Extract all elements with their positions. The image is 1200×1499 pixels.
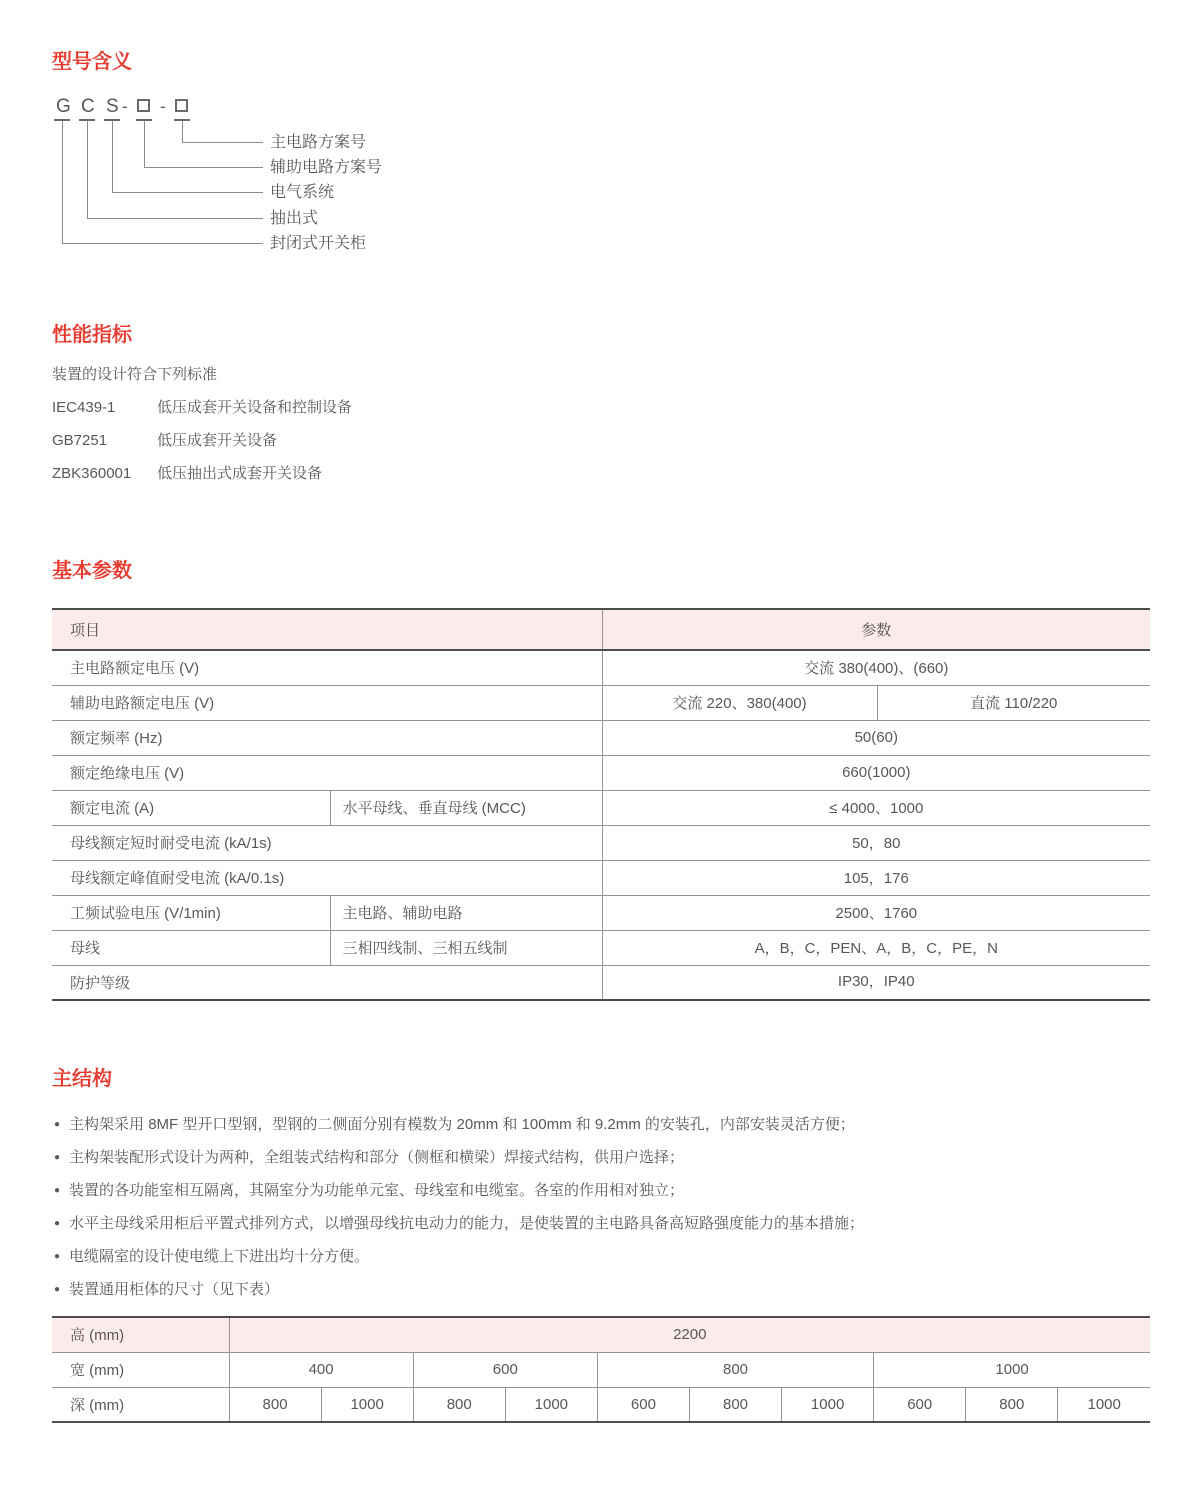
list-item <box>54 1280 1200 1300</box>
param-label: 主电路额定电压 (V) <box>52 650 602 685</box>
bullet-text: 装置通用柜体的尺寸（见下表） <box>69 1281 280 1298</box>
param-value: 交流 380(400)、(660) <box>602 650 1150 685</box>
bullet-dot-icon: ● <box>54 1119 61 1130</box>
table-row <box>52 790 1150 825</box>
standard-row <box>52 464 1200 484</box>
dim-value-depth: 800 <box>413 1387 505 1422</box>
dim-value-width: 800 <box>597 1352 873 1387</box>
param-label: 母线 <box>52 930 330 965</box>
bullet-text: 装置的各功能室相互隔离，其隔室分为功能单元室、母线室和电缆室。各室的作用相对独立； <box>69 1182 685 1199</box>
code-dash-2: - <box>160 97 166 116</box>
list-item <box>54 1148 1200 1168</box>
standard-desc: 低压成套开关设备和控制设备 <box>157 399 353 416</box>
params-header-row <box>52 609 1150 650</box>
standards-intro: 装置的设计符合下列标准 <box>52 366 218 383</box>
param-label: 防护等级 <box>52 965 602 1000</box>
standard-code: IEC439-1 <box>52 399 116 416</box>
height-row <box>52 1317 1150 1352</box>
section-heading-main-structure: 主结构 <box>52 1068 112 1090</box>
table-row <box>52 720 1150 755</box>
model-code-diagram <box>52 94 752 259</box>
bullet-text: 水平主母线采用柜后平置式排列方式，以增强母线抗电动力的能力，是使装置的主电路具备高短路强度能力的基本措施； <box>69 1215 865 1232</box>
standard-code: ZBK360001 <box>52 465 132 482</box>
param-label: 辅助电路额定电压 (V) <box>52 685 602 720</box>
dim-value-height: 2200 <box>229 1317 1150 1352</box>
cabinet-dimensions-table <box>52 1316 1150 1423</box>
list-item <box>54 1115 1200 1135</box>
dim-value-depth: 1000 <box>782 1387 874 1422</box>
bullet-dot-icon: ● <box>54 1284 61 1295</box>
section-heading-model-meaning: 型号含义 <box>52 51 132 73</box>
main-structure-list <box>54 1115 1200 1300</box>
standard-code: GB7251 <box>52 432 108 449</box>
standard-row <box>52 431 1200 451</box>
dim-value-depth: 1000 <box>505 1387 597 1422</box>
width-row <box>52 1352 1150 1387</box>
param-value: ≤ 4000、1000 <box>602 790 1150 825</box>
param-value: IP30，IP40 <box>602 965 1150 1000</box>
param-label: 额定绝缘电压 (V) <box>52 755 602 790</box>
param-value: 50(60) <box>602 720 1150 755</box>
diagram-label-withdrawable: 抽出式 <box>270 210 319 227</box>
basic-params-table <box>52 608 1150 1001</box>
code-dash-1: - <box>122 97 128 116</box>
dim-value-width: 600 <box>413 1352 597 1387</box>
param-value: A，B，C，PEN、A，B，C，PE，N <box>602 930 1150 965</box>
standards-list <box>52 398 1200 484</box>
col-header-param: 参数 <box>602 609 1150 650</box>
table-row <box>52 965 1150 1000</box>
bullet-dot-icon: ● <box>54 1152 61 1163</box>
param-sublabel: 水平母线、垂直母线 (MCC) <box>330 790 602 825</box>
code-letter-s: S <box>106 96 119 117</box>
dim-value-depth: 1000 <box>321 1387 413 1422</box>
diagram-label-enclosed: 封闭式开关柜 <box>270 235 367 252</box>
bullet-dot-icon: ● <box>54 1185 61 1196</box>
table-row <box>52 895 1150 930</box>
param-label: 额定电流 (A) <box>52 790 330 825</box>
bullet-text: 电缆隔室的设计使电缆上下进出均十分方便。 <box>69 1248 370 1265</box>
bullet-dot-icon: ● <box>54 1218 61 1229</box>
param-label: 工频试验电压 (V/1min) <box>52 895 330 930</box>
list-item <box>54 1181 1200 1201</box>
param-value: 2500、1760 <box>602 895 1150 930</box>
bullet-text: 主构架采用 8MF 型开口型钢，型钢的二侧面分别有模数为 20mm 和 100mm 和 9.2mm 的安装孔，内部安装灵活方便； <box>69 1116 855 1133</box>
table-row <box>52 650 1150 685</box>
dim-value-depth: 800 <box>229 1387 321 1422</box>
dim-label-width: 宽 (mm) <box>52 1352 229 1387</box>
standard-desc: 低压成套开关设备 <box>157 432 278 449</box>
dim-value-depth: 1000 <box>1058 1387 1150 1422</box>
param-value: 直流 110/220 <box>877 685 1150 720</box>
dim-value-depth: 800 <box>966 1387 1058 1422</box>
dim-value-depth: 600 <box>874 1387 966 1422</box>
table-row <box>52 860 1150 895</box>
param-label: 母线额定峰值耐受电流 (kA/0.1s) <box>52 860 602 895</box>
dim-label-height: 高 (mm) <box>52 1317 229 1352</box>
param-value: 105，176 <box>602 860 1150 895</box>
code-letter-c: C <box>81 96 95 117</box>
table-row <box>52 755 1150 790</box>
col-header-item: 项目 <box>52 609 602 650</box>
code-placeholder-box-1 <box>137 99 150 112</box>
standard-desc: 低压抽出式成套开关设备 <box>157 465 323 482</box>
bullet-text: 主构架装配形式设计为两种，全组装式结构和部分（侧框和横梁）焊接式结构，供用户选择； <box>69 1149 685 1166</box>
dim-value-depth: 800 <box>689 1387 781 1422</box>
diagram-label-main-circuit: 主电路方案号 <box>270 134 367 151</box>
list-item <box>54 1247 1200 1267</box>
code-placeholder-box-2 <box>175 99 188 112</box>
standard-row <box>52 398 1200 418</box>
section-heading-basic-params: 基本参数 <box>52 560 132 582</box>
param-label: 母线额定短时耐受电流 (kA/1s) <box>52 825 602 860</box>
dim-label-depth: 深 (mm) <box>52 1387 229 1422</box>
param-value: 660(1000) <box>602 755 1150 790</box>
table-row <box>52 930 1150 965</box>
depth-row <box>52 1387 1150 1422</box>
dim-value-width: 400 <box>229 1352 413 1387</box>
dim-value-width: 1000 <box>874 1352 1150 1387</box>
connector-enclosed <box>62 121 263 244</box>
param-label: 额定频率 (Hz) <box>52 720 602 755</box>
param-sublabel: 三相四线制、三相五线制 <box>330 930 602 965</box>
section-heading-performance: 性能指标 <box>52 324 132 346</box>
list-item <box>54 1214 1200 1234</box>
bullet-dot-icon: ● <box>54 1251 61 1262</box>
param-sublabel: 主电路、辅助电路 <box>330 895 602 930</box>
table-row <box>52 685 1150 720</box>
code-letter-g: G <box>56 96 71 117</box>
param-value: 交流 220、380(400) <box>602 685 877 720</box>
table-row <box>52 825 1150 860</box>
diagram-label-aux-circuit: 辅助电路方案号 <box>270 159 383 176</box>
diagram-label-electric-system: 电气系统 <box>270 184 335 201</box>
param-value: 50，80 <box>602 825 1150 860</box>
dim-value-depth: 600 <box>597 1387 689 1422</box>
